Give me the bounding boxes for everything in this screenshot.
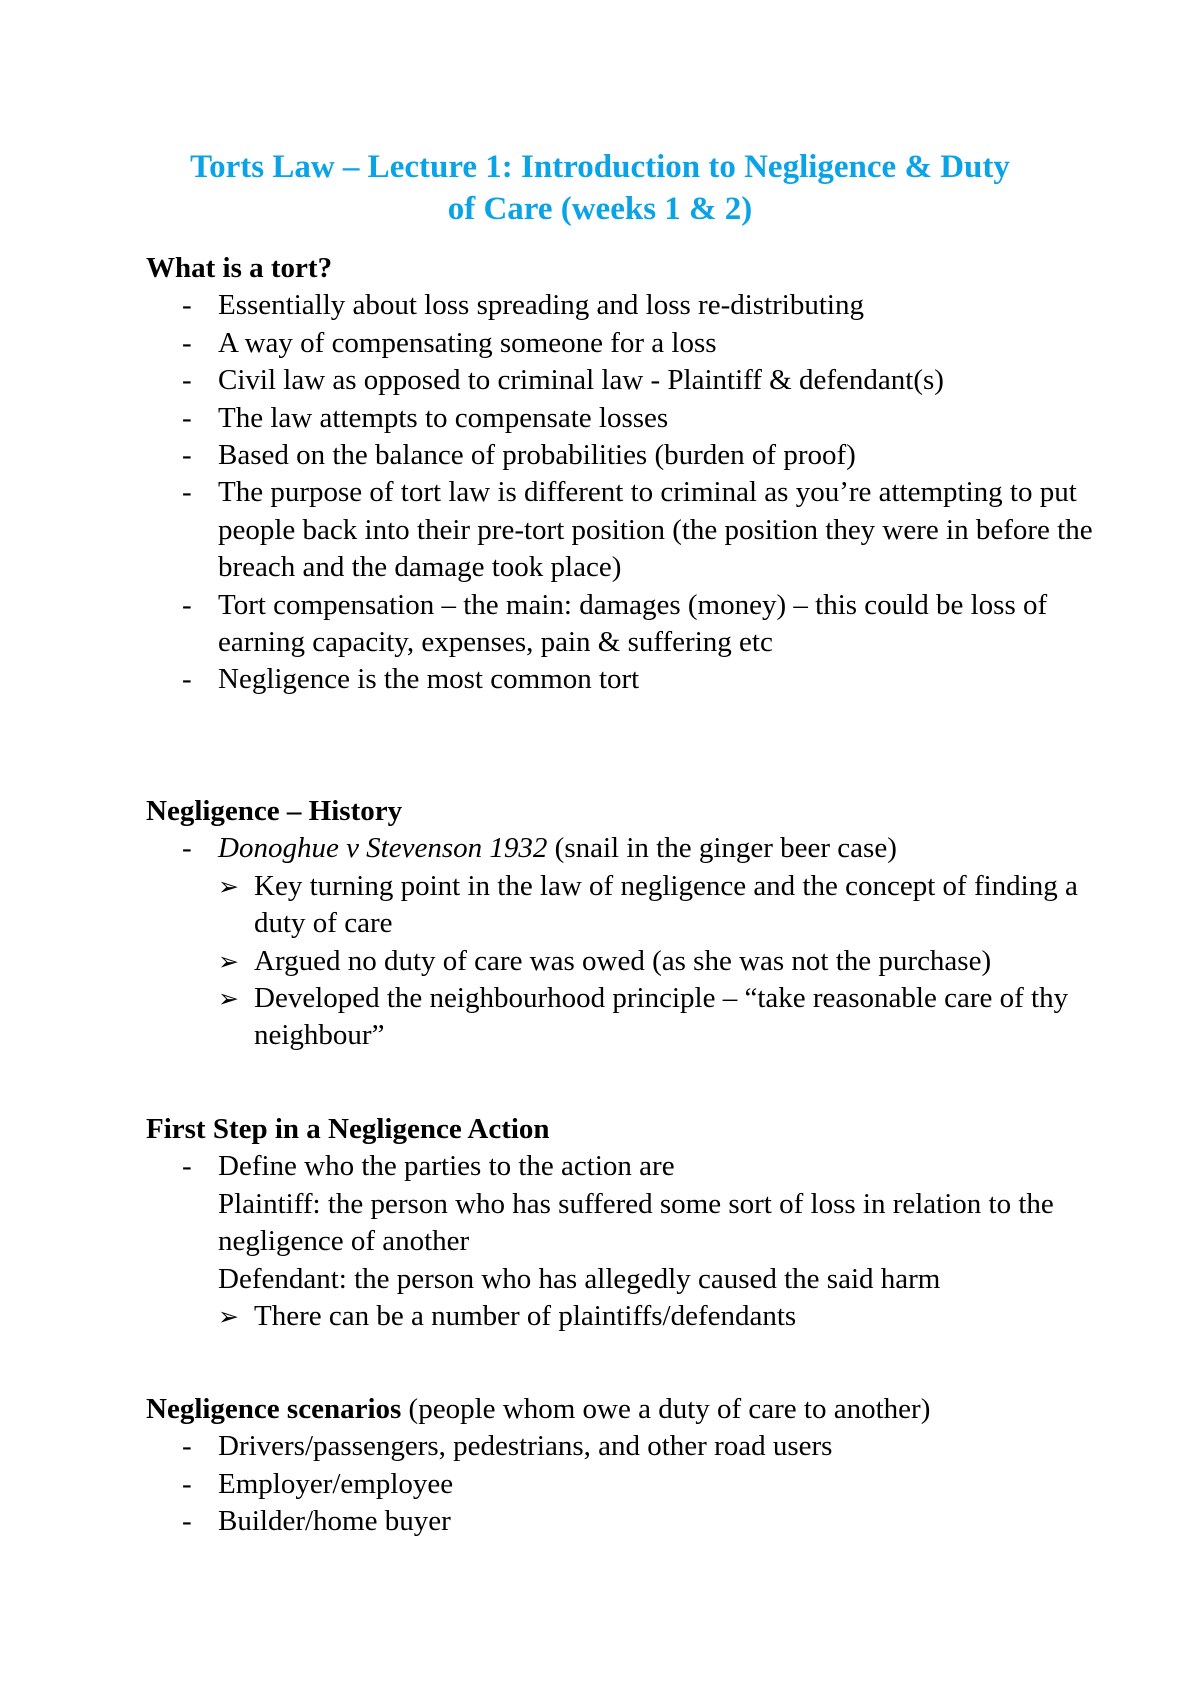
defendant-definition: Defendant: the person who has allegedly caused the said harm — [218, 1262, 941, 1295]
bullet-list — [146, 287, 1106, 698]
plaintiff-definition: Plaintiff: the person who has suffered some sort of loss in relation to the negligence of another — [218, 1187, 1054, 1258]
list-item — [146, 830, 1106, 867]
dash-bullet: - — [182, 289, 192, 322]
title-line-2: of Care (weeks 1 & 2) — [447, 191, 753, 227]
dash-bullet: - — [182, 1505, 192, 1538]
dash-bullet: - — [182, 1150, 192, 1183]
arrow-bullet-icon: ➢ — [218, 984, 239, 1014]
section-heading: Negligence – History — [146, 795, 403, 827]
list-item: - Tort compensation – the main: damages (money) – this could be loss of earning capacity, expenses, pain & suffering etc — [182, 588, 1048, 659]
case-name: Donoghue v Stevenson 1932 — [218, 832, 548, 865]
dash-bullet: - — [182, 364, 192, 397]
section-heading: First Step in a Negligence Action — [146, 1113, 550, 1145]
dash-bullet: - — [182, 439, 192, 472]
title-line-1: Torts Law – Lecture 1: Introduction to Negligence & Duty — [190, 149, 1010, 185]
section-negligence-history — [146, 793, 1106, 1055]
section-what-is-a-tort — [146, 250, 1106, 699]
dash-bullet: - — [182, 588, 192, 621]
arrow-bullet-icon: ➢ — [218, 1302, 239, 1332]
list-item: - Employer/employee — [146, 1466, 1106, 1503]
sub-list-item: ➢ There can be a number of plaintiffs/defendants — [146, 1298, 1106, 1335]
section-heading: Negligence scenarios (people whom owe a duty of care to another) — [146, 1393, 931, 1425]
bullet-list — [146, 1428, 1106, 1540]
list-item: - Based on the balance of probabilities (burden of proof) — [146, 437, 1106, 474]
list-item: - Civil law as opposed to criminal law - Plaintiff & defendant(s) — [146, 362, 1106, 399]
arrow-bullet-icon: ➢ — [218, 946, 239, 976]
dash-bullet: - — [182, 663, 192, 696]
list-item: - The purpose of tort law is different to criminal as you’re attempting to put people back into their pre-tort position (the position they were in before the breach and the damage took place) — [182, 476, 1093, 584]
document-title — [135, 146, 1065, 230]
dash-bullet: - — [182, 1467, 192, 1500]
sub-list-item: ➢ Argued no duty of care was owed (as she was not the purchase) — [146, 943, 1106, 980]
dash-bullet: - — [182, 832, 192, 865]
bullet-list — [146, 1148, 1106, 1185]
section-first-step — [146, 1111, 1106, 1335]
sub-list-item: ➢ Key turning point in the law of negligence and the concept of finding a duty of care — [218, 869, 1078, 940]
list-item: - Builder/home buyer — [146, 1503, 1106, 1540]
dash-bullet: - — [182, 476, 192, 509]
list-item: - Define who the parties to the action are — [146, 1148, 1106, 1185]
sub-list — [146, 1298, 1106, 1335]
list-item: - Drivers/passengers, pedestrians, and other road users — [146, 1428, 1106, 1465]
list-item: - Essentially about loss spreading and loss re-distributing — [146, 287, 1106, 324]
sub-list-item: ➢ Developed the neighbourhood principle – “take reasonable care of thy neighbour” — [218, 982, 1069, 1052]
list-item: - A way of compensating someone for a loss — [146, 325, 1106, 362]
section-negligence-scenarios — [146, 1391, 1106, 1541]
arrow-bullet-icon: ➢ — [218, 871, 239, 901]
dash-bullet: - — [182, 401, 192, 434]
dash-bullet: - — [182, 326, 192, 359]
dash-bullet: - — [182, 1430, 192, 1463]
section-heading: What is a tort? — [146, 252, 333, 284]
list-item: - The law attempts to compensate losses — [146, 400, 1106, 437]
heading-note: (people whom owe a duty of care to another) — [401, 1393, 931, 1425]
list-item: - Negligence is the most common tort — [146, 661, 1106, 698]
bullet-list — [146, 830, 1106, 1054]
case-note: (snail in the ginger beer case) — [547, 832, 897, 865]
